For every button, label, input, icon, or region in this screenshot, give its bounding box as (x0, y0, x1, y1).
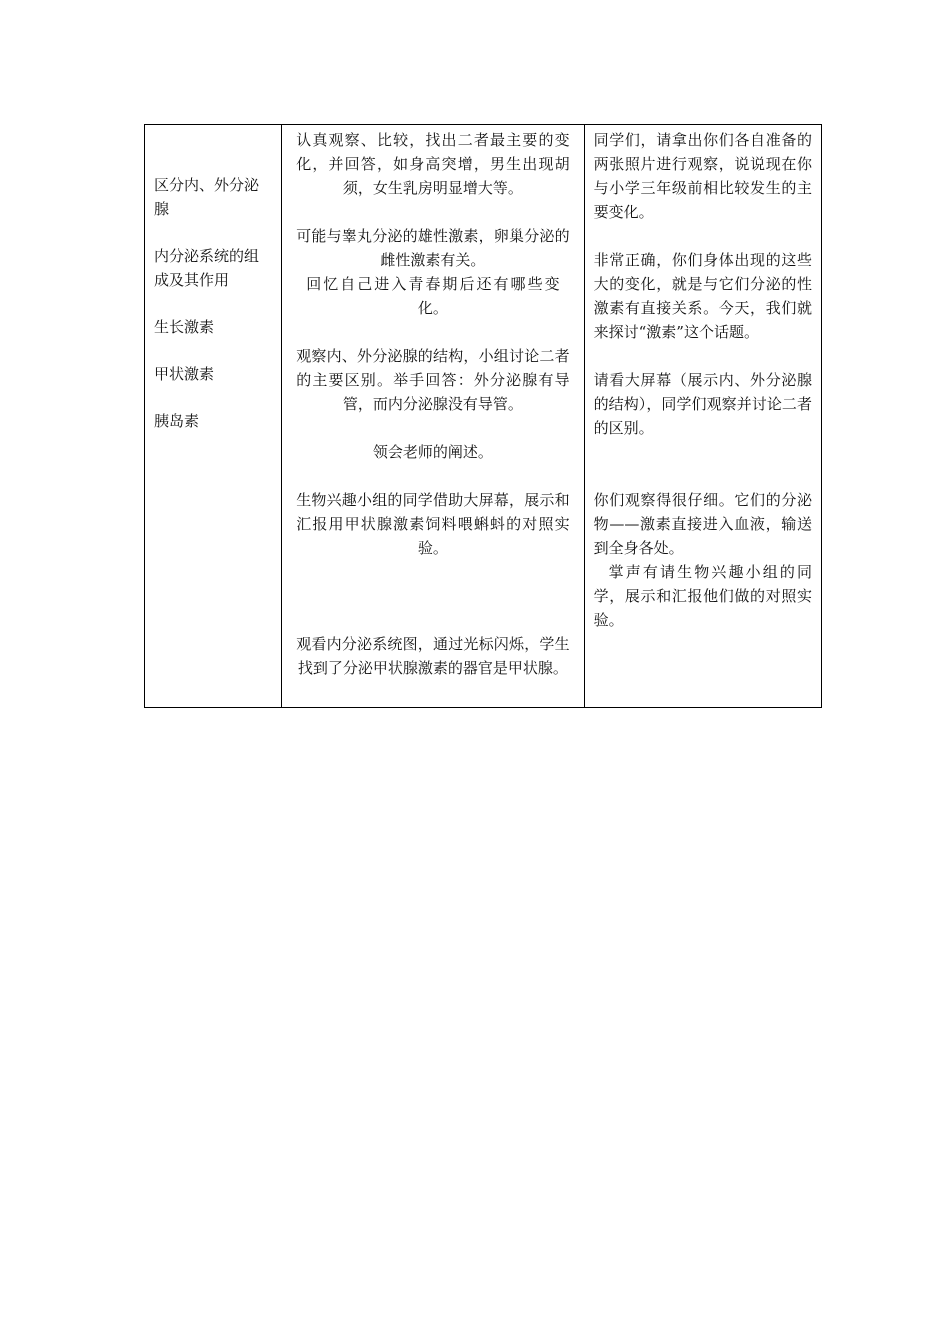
teacher-activity: 请看大屏幕（展示内、外分泌腺的结构），同学们观察并讨论二者的区别。 (593, 371, 812, 437)
content-item: 甲状激素 (154, 365, 215, 383)
spacer (594, 344, 812, 368)
content-item: 内分泌系统的组成及其作用 (154, 247, 260, 289)
spacer (296, 416, 569, 440)
spacer (594, 440, 812, 488)
teacher-activity: 非常正确，你们身体出现的这些大的变化，就是与它们分泌的性激素有直接关系。今天，我们就来探讨“激素”这个话题。 (593, 251, 812, 341)
spacer (296, 320, 569, 344)
student-activity: 生物兴趣小组的同学借助大屏幕，展示和汇报用甲状腺激素饲料喂蝌蚪的对照实验。 (296, 491, 570, 557)
student-activity: 可能与睾丸分泌的雄性激素，卵巢分泌的雌性激素有关。 (296, 227, 570, 269)
student-activity: 观察内、外分泌腺的结构，小组讨论二者的主要区别。举手回答：外分泌腺有导管，而内分泌腺没有导管。 (296, 347, 570, 413)
student-activity: 观看内分泌系统图，通过光标闪烁，学生找到了分泌甲状腺激素的器官是甲状腺。 (296, 635, 570, 677)
teacher-activity: 同学们，请拿出你们各自准备的两张照片进行观察，说说现在你与小学三年级前相比较发生的主要变化。 (593, 131, 812, 221)
student-activity: 认真观察、比较，找出二者最主要的变化，并回答，如身高突增，男生出现胡须，女生乳房明显增大等。 (296, 131, 570, 197)
content-item: 胰岛素 (154, 412, 200, 430)
content-item: 生长激素 (154, 318, 215, 336)
content-column-cell (145, 125, 282, 708)
teacher-activity: 掌声有请生物兴趣小组的同学，展示和汇报他们做的对照实验。 (593, 563, 812, 629)
spacer (296, 560, 569, 632)
student-activity: 领会老师的阐述。 (372, 443, 493, 461)
student-activity: 回忆自己进入青春期后还有哪些变化。 (306, 275, 560, 317)
spacer (594, 224, 812, 248)
teacher-activity: 你们观察得很仔细。它们的分泌物——激素直接进入血液，输送到全身各处。 (593, 491, 812, 557)
spacer (296, 200, 569, 224)
lesson-plan-table (144, 124, 822, 708)
student-activity-cell (282, 125, 584, 708)
table-row (145, 125, 822, 708)
teacher-activity-cell (584, 125, 821, 708)
content-item: 区分内、外分泌腺 (154, 176, 260, 218)
spacer (296, 464, 569, 488)
